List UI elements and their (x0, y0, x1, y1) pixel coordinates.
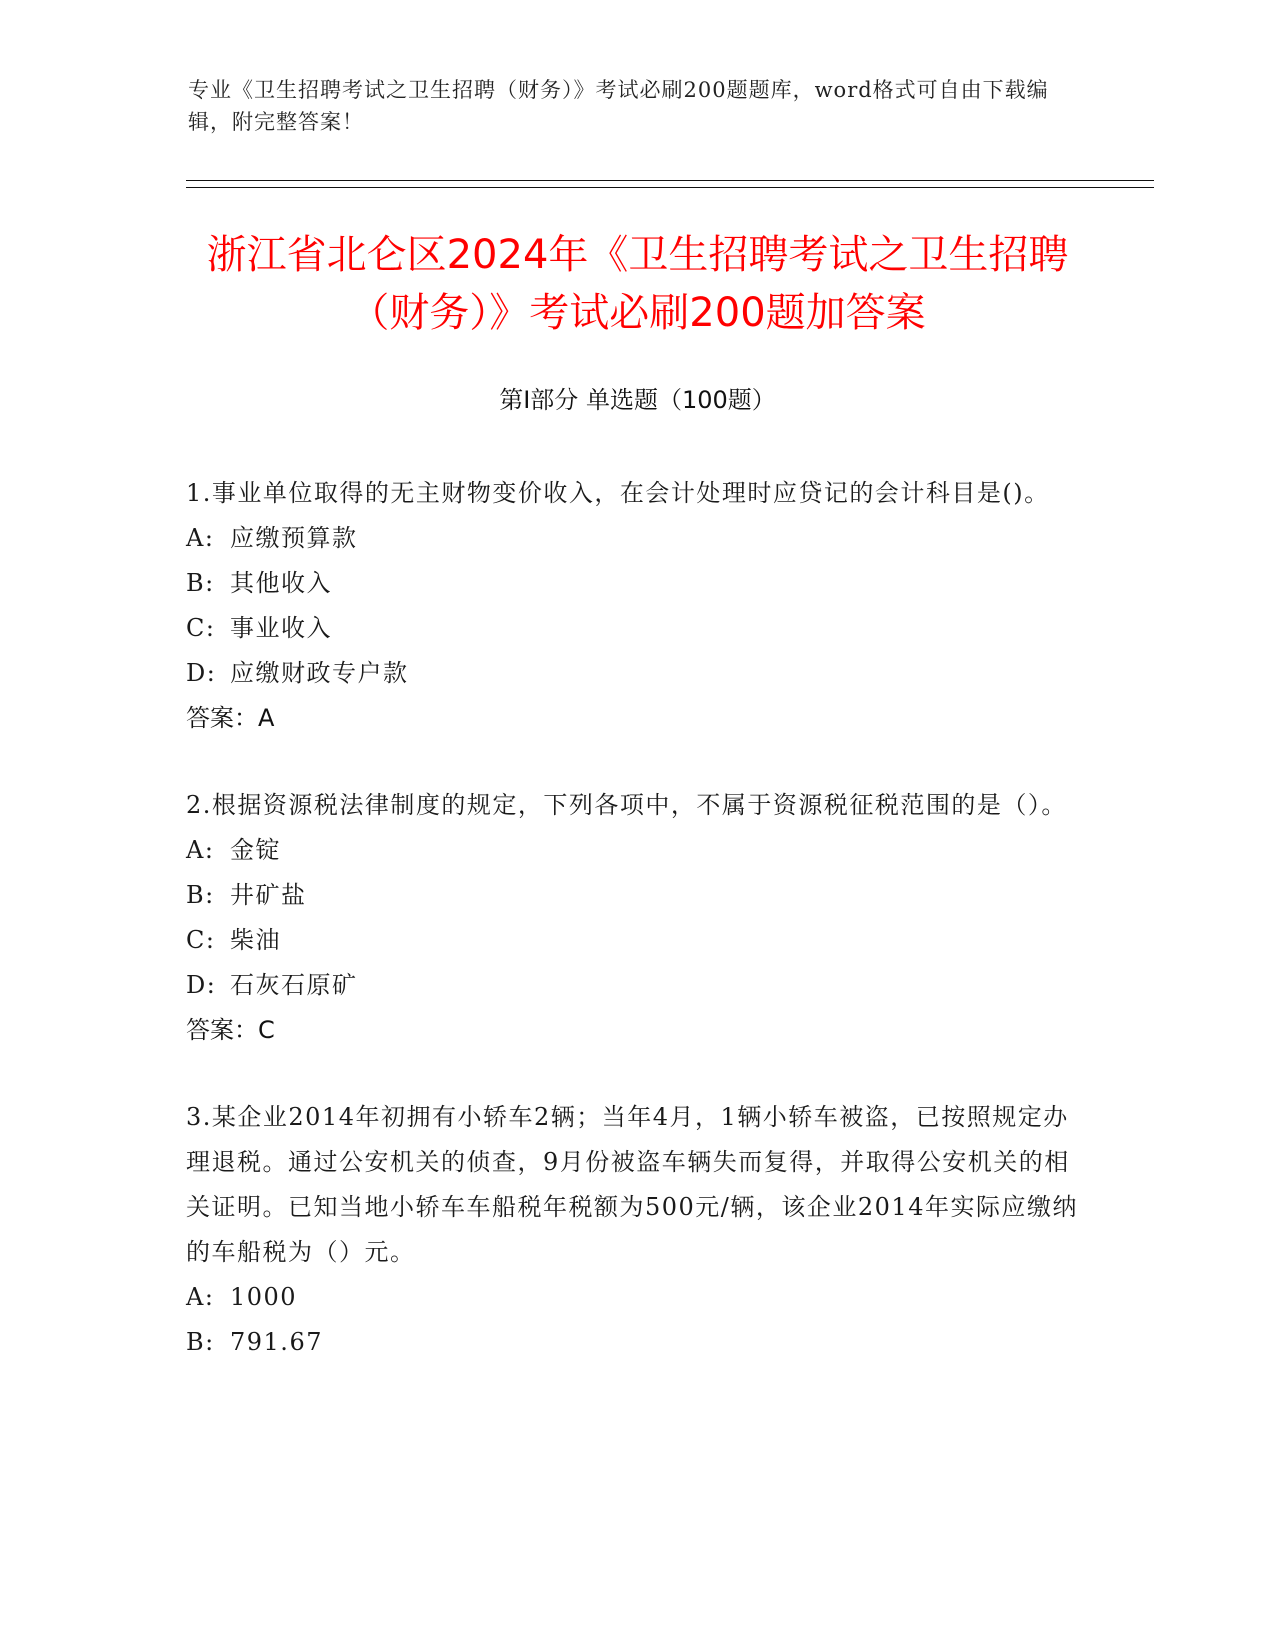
document-title: 浙江省北仑区2024年《卫生招聘考试之卫生招聘（财务）》考试必刷200题加答案 (206, 232, 1069, 336)
option-key: B: (186, 569, 215, 597)
question-1 (186, 471, 1086, 741)
option-text: 其他收入 (230, 569, 332, 597)
option-key: A: (186, 836, 215, 864)
option-b (186, 873, 1086, 918)
option-c (186, 606, 1086, 651)
option-a (186, 828, 1086, 873)
option-text: 金锭 (230, 836, 281, 864)
option-key: C: (186, 614, 216, 642)
question-stem: 2.根据资源税法律制度的规定，下列各项中，不属于资源税征税范围的是（）。 (186, 791, 1067, 819)
option-key: A: (186, 524, 215, 552)
option-text: 1000 (230, 1283, 298, 1311)
option-b (186, 561, 1086, 606)
option-key: C: (186, 926, 216, 954)
section-title: 第Ⅰ部分 单选题（100题） (499, 386, 776, 414)
option-c (186, 918, 1086, 963)
option-text: 791.67 (230, 1328, 323, 1356)
option-a (186, 516, 1086, 561)
option-b (186, 1320, 1086, 1365)
answer: 答案：C (186, 1016, 275, 1044)
option-key: A: (186, 1283, 215, 1311)
option-d (186, 963, 1086, 1008)
question-2 (186, 783, 1086, 1053)
question-list (186, 471, 1086, 1407)
option-text: 井矿盐 (230, 881, 307, 909)
option-text: 石灰石原矿 (230, 971, 358, 999)
header-note: 专业《卫生招聘考试之卫生招聘（财务）》考试必刷200题题库，word格式可自由下载编辑，附完整答案！ (188, 78, 1049, 134)
option-d (186, 651, 1086, 696)
option-text: 事业收入 (230, 614, 332, 642)
header-rule-top (186, 180, 1154, 181)
header-rule-bottom (186, 187, 1154, 188)
answer: 答案：A (186, 704, 275, 732)
option-text: 柴油 (230, 926, 281, 954)
option-a (186, 1275, 1086, 1320)
option-key: B: (186, 881, 215, 909)
question-stem: 3.某企业2014年初拥有小轿车2辆；当年4月，1辆小轿车被盗，已按照规定办理退税。通过公安机关的侦查，9月份被盗车辆失而复得，并取得公安机关的相关证明。已知当地小轿车车船税年税额为500元/辆，该企业2014年实际应缴纳的车船税为（）元。 (186, 1103, 1078, 1266)
question-3 (186, 1095, 1086, 1365)
option-text: 应缴财政专户款 (230, 659, 409, 687)
option-key: D: (186, 659, 217, 687)
option-key: B: (186, 1328, 215, 1356)
question-stem: 1.事业单位取得的无主财物变价收入，在会计处理时应贷记的会计科目是()。 (186, 479, 1050, 507)
option-key: D: (186, 971, 217, 999)
option-text: 应缴预算款 (230, 524, 358, 552)
